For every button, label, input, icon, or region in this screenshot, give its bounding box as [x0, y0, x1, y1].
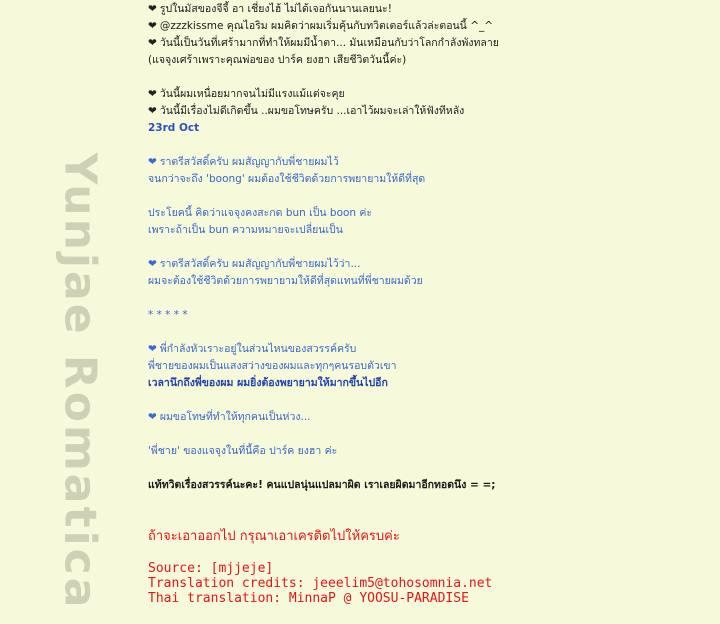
tweet-text: วันนี้ผมเหนื่อยมากจนไม่มีแรงแม้แต่จะคุย	[159, 88, 345, 100]
tweet-line	[148, 154, 708, 171]
heart-icon: ❤	[148, 411, 157, 423]
credit-translation: Translation credits: jeeelim5@tohosomnia.net	[148, 576, 493, 591]
tweet-line: พี่ชายของผมเป็นแสงสว่างของผมและทุกๆคนรอบตัวเขา	[148, 360, 397, 372]
tweet-line	[148, 35, 708, 52]
translator-note: 'พี่ชาย' ของแจจุงในที่นี้คือ ปาร์ค ยงฮา ค่ะ	[148, 445, 338, 457]
heart-icon: ❤	[148, 3, 157, 15]
tweet-text: วันนี้มีเรื่องไม่ดีเกิดขึ้น ..ผมขอโทษครับ ...เอาไว้ผมจะเล่าให้ฟังทีหลัง	[159, 105, 465, 117]
tweet-text: วันนี้เป็นวันที่เศร้ามากที่ทำให้ผมมีน้ำตา... มันเหมือนกับว่าโลกกำลังพังทลาย	[159, 37, 499, 49]
credit-warning: ถ้าจะเอาออกไป กรุณาเอาเครดิตไปให้ครบค่ะ	[148, 529, 400, 544]
translator-note: เพราะถ้าเป็น bun ความหมายจะเปลี่ยนเป็น	[148, 224, 343, 236]
tweet-text: ราตรีสวัสดิ์ครับ ผมสัญญากับพี่ชายผมไว้	[159, 156, 339, 168]
tweet-line: ผมจะต้องใช้ชีวิตด้วยการพยายามให้ดีที่สุดแทนที่พี่ชายผมด้วย	[148, 275, 423, 287]
side-title-watermark	[50, 152, 110, 610]
tweet-text: @zzzkissme คุณไอริม ผมคิดว่าผมเริ่มคุ้นกับทวิตเตอร์แล้วล่ะตอนนี้ ^_^	[159, 20, 494, 32]
credit-thai-translation: Thai translation: MinnaP @ YOOSU-PARADISE	[148, 591, 469, 606]
credit-source: Source: [mjjeje]	[148, 561, 274, 576]
tweet-line	[148, 18, 708, 35]
tweet-line	[148, 341, 708, 358]
tweet-text: พี่กำลังหัวเราะอยู่ในส่วนไหนของสวรรค์ครับ	[159, 343, 357, 355]
tweet-line	[148, 86, 708, 103]
tweet-line	[148, 1, 708, 18]
tweet-line-bold: เวลานึกถึงพี่ของผม ผมยิ่งต้องพยายามให้มากขึ้นไปอีก	[148, 377, 388, 389]
separator-stars: * * * * *	[148, 309, 188, 321]
heart-icon: ❤	[148, 258, 157, 270]
tweet-text: รูปในมัสของจีจี้ อา เชี่ยงไฮ้ ไม่ได้เจอกันนานเลยนะ!	[159, 3, 392, 15]
heart-icon: ❤	[148, 156, 157, 168]
tweet-line	[148, 409, 708, 426]
heart-icon: ❤	[148, 20, 157, 32]
tweet-line	[148, 103, 708, 120]
side-title-text: Yunjae Romatica	[54, 152, 106, 610]
post-content	[148, 0, 708, 605]
heart-icon: ❤	[148, 343, 157, 355]
tweet-line	[148, 256, 708, 273]
date-heading: 23rd Oct	[148, 122, 200, 134]
tweet-text: ผมขอโทษที่ทำให้ทุกคนเป็นห่วง...	[159, 411, 311, 423]
heart-icon: ❤	[148, 37, 157, 49]
translator-note: ประโยคนี้ คิดว่าแจจุงคงสะกด bun เป็น boon ค่ะ	[148, 207, 373, 219]
correction-note: แท้ทวิตเรื่องสวรรค์นะคะ! คนแปลนุ่นแปลมาผิด เราเลยผิดมาอีกทอดนึง = =;	[148, 479, 496, 491]
tweet-text: ราตรีสวัสดิ์ครับ ผมสัญญากับพี่ชายผมไว้ว่า...	[159, 258, 361, 270]
tweet-line: จนกว่าจะถึง 'boong' ผมต้องใช้ชีวิตด้วยการพยายามให้ดีที่สุด	[148, 173, 426, 185]
heart-icon: ❤	[148, 88, 157, 100]
heart-icon: ❤	[148, 105, 157, 117]
translator-note: (แจจุงเศร้าเพราะคุณพ่อของ ปาร์ค ยงฮา เสียชีวิตวันนี้ค่ะ)	[148, 54, 407, 66]
